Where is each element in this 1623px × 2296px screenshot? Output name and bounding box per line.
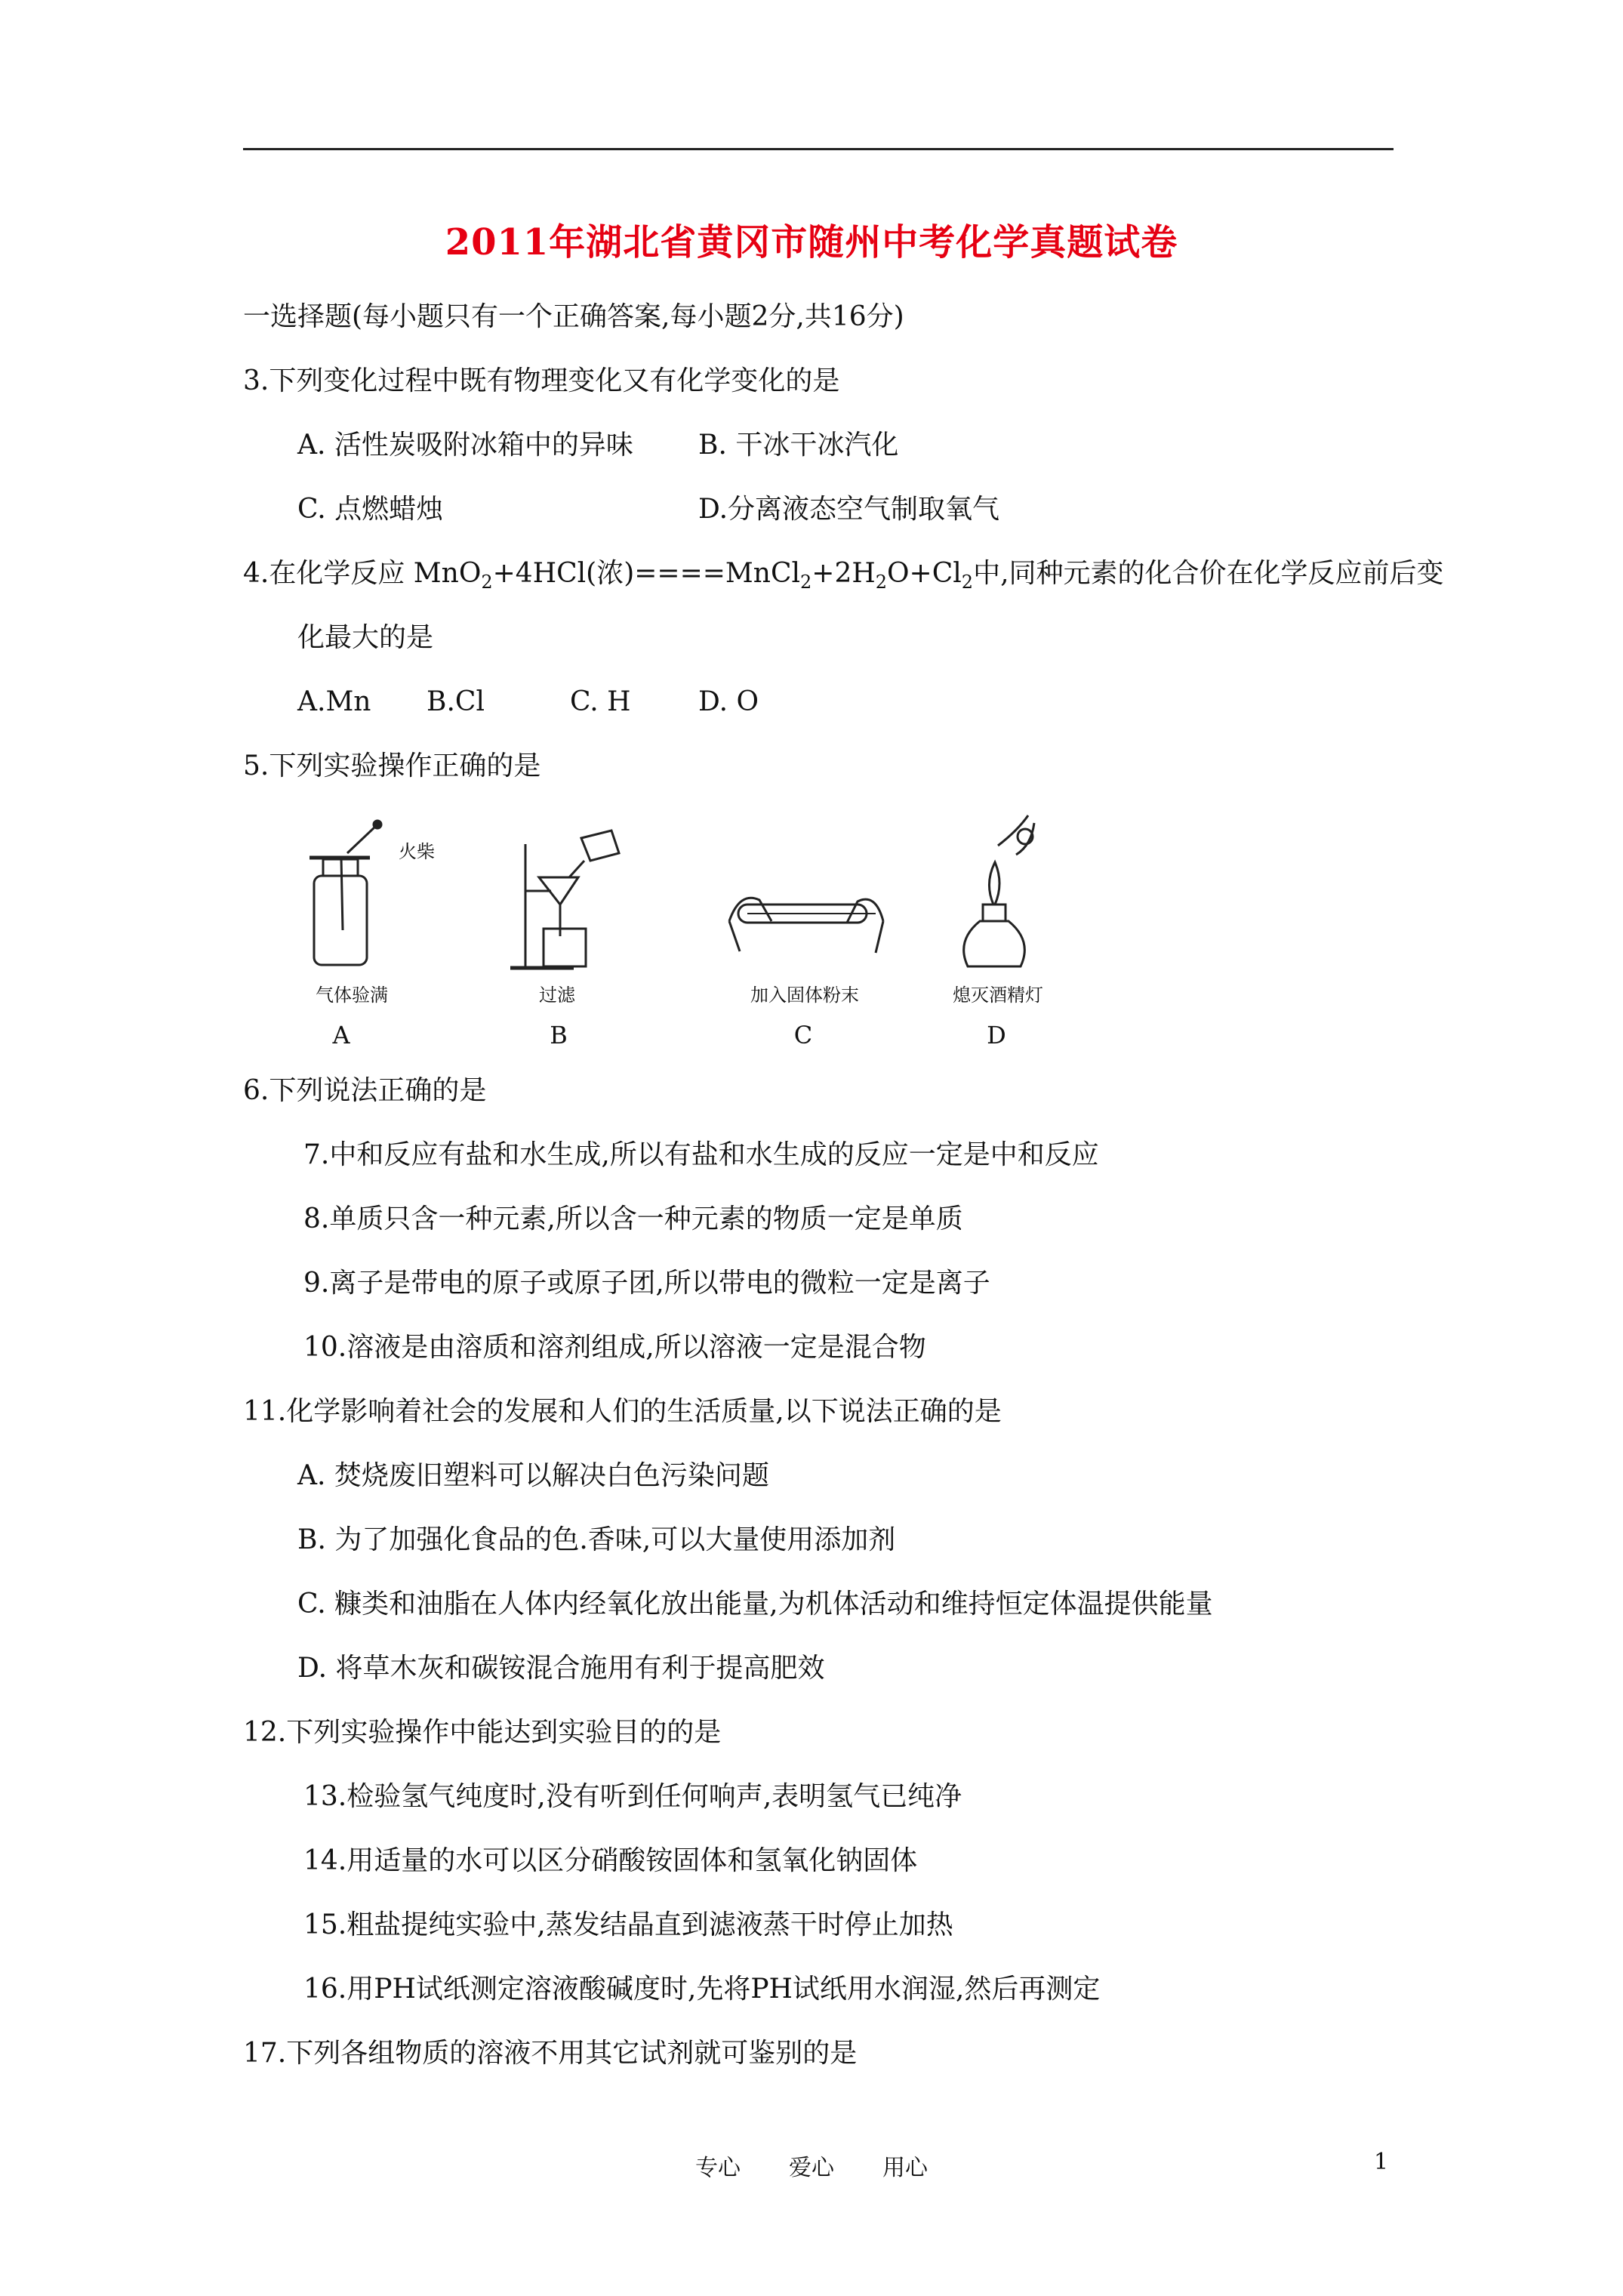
section-heading: 一选择题(每小题只有一个正确答案,每小题2分,共16分) [243,301,904,332]
figure-label-a: 气体验满 [316,985,388,1006]
figure-label-d: 熄灭酒精灯 [953,985,1043,1006]
footer-motto-3: 用心 [882,2155,928,2181]
figure-letter-b: B [550,1021,568,1049]
question-6-option-10: 10.溶液是由溶质和溶剂组成,所以溶液一定是混合物 [303,1332,926,1363]
q4-text-1: 4.在化学反应 MnO [243,558,482,589]
alcohol-lamp-icon [964,815,1034,966]
question-3-stem: 3.下列变化过程中既有物理变化又有化学变化的是 [243,365,840,396]
q4-text-4: O+Cl [887,558,962,589]
question-12-option-16: 16.用PH试纸测定溶液酸碱度时,先将PH试纸用水润湿,然后再测定 [303,1974,1101,2005]
question-4-stem [243,560,1444,591]
question-4-option-b: B.Cl [427,686,485,717]
q4-subscript-1: 2 [481,572,493,593]
question-6-option-7: 7.中和反应有盐和水生成,所以有盐和水生成的反应一定是中和反应 [303,1139,1099,1170]
powder-test-tube-icon [729,898,883,953]
question-3-option-a: A. 活性炭吸附冰箱中的异味 [297,430,633,461]
question-11-option-c: C. 糠类和油脂在人体内经氧化放出能量,为机体活动和维持恒定体温提供能量 [297,1589,1213,1620]
q4-text-2: +4HCl(浓)====MnCl [492,558,801,589]
footer-motto-2: 爱心 [789,2155,834,2181]
question-6-stem: 6.下列说法正确的是 [243,1075,487,1106]
question-11-option-b: B. 为了加强化食品的色.香味,可以大量使用添加剂 [297,1524,896,1555]
q4-text-3: +2H [812,558,876,589]
figure-letter-d: D [987,1021,1006,1049]
figure-letter-a: A [332,1021,350,1049]
page-title: 2011年湖北省黄冈市随州中考化学真题试卷 [445,221,1178,264]
question-5-stem: 5.下列实验操作正确的是 [243,750,541,781]
question-11-option-a: A. 焚烧废旧塑料可以解决白色污染问题 [297,1460,769,1491]
q4-subscript-2: 2 [800,572,812,593]
question-4-stem-continued: 化最大的是 [297,622,434,653]
question-3-option-d: D.分离液态空气制取氧气 [698,494,1000,525]
filtration-apparatus-icon [510,831,619,968]
header-rule [243,148,1394,150]
question-3-option-c: C. 点燃蜡烛 [297,494,444,525]
figure-label-b: 过滤 [539,985,575,1006]
q4-subscript-3: 2 [875,572,888,593]
question-12-option-14: 14.用适量的水可以区分硝酸铵固体和氢氧化钠固体 [303,1845,918,1876]
figure-letter-c: C [793,1021,813,1049]
footer-motto-1: 专心 [695,2155,741,2181]
question-4-option-c: C. H [570,686,631,717]
question-17-stem: 17.下列各组物质的溶液不用其它试剂就可鉴别的是 [243,2038,858,2069]
lab-operations-figure [279,808,1079,1057]
gas-bottle-icon [310,821,381,965]
question-3-option-b: B. 干冰干冰汽化 [698,430,899,461]
question-12-option-15: 15.粗盐提纯实验中,蒸发结晶直到滤液蒸干时停止加热 [303,1909,953,1940]
q4-subscript-4: 2 [961,572,974,593]
q4-text-5: 中,同种元素的化合价在化学反应前后变 [973,558,1444,589]
question-12-option-13: 13.检验氢气纯度时,没有听到任何响声,表明氢气已纯净 [303,1781,962,1812]
figure-label-c: 加入固体粉末 [750,985,859,1006]
question-4-option-d: D. O [698,686,759,717]
question-4-option-a: A.Mn [297,686,371,717]
question-11-stem: 11.化学影响着社会的发展和人们的生活质量,以下说法正确的是 [243,1396,1002,1427]
question-11-option-d: D. 将草木灰和碳铵混合施用有利于提高肥效 [297,1653,825,1684]
question-12-stem: 12.下列实验操作中能达到实验目的的是 [243,1717,722,1748]
question-6-option-9: 9.离子是带电的原子或原子团,所以带电的微粒一定是离子 [303,1268,990,1299]
match-label: 火柴 [399,841,435,862]
page-number: 1 [1374,2149,1389,2175]
question-6-option-8: 8.单质只含一种元素,所以含一种元素的物质一定是单质 [303,1203,963,1234]
